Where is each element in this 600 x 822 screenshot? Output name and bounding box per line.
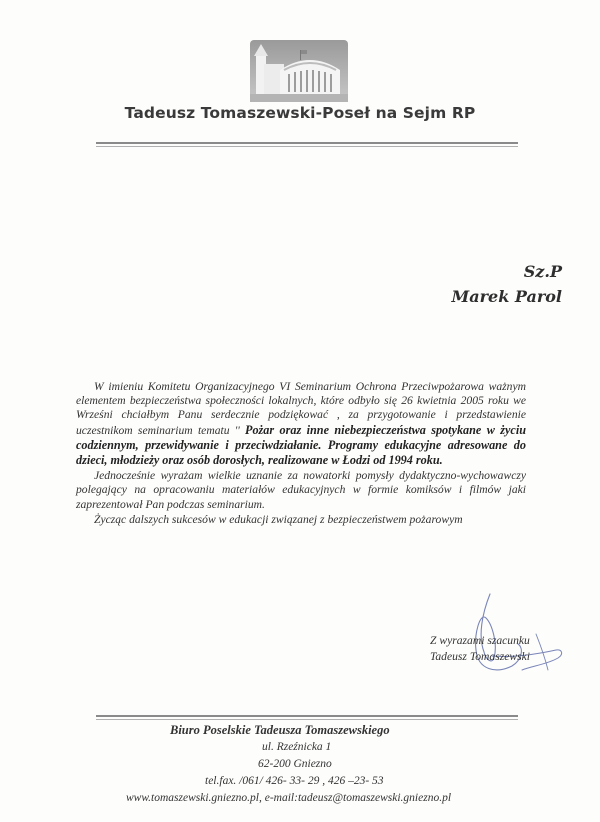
header-divider	[96, 142, 518, 144]
addressee-name: Marek Parol	[451, 287, 562, 306]
footer-phone: tel.fax. /061/ 426- 33- 29 , 426 –23- 53	[205, 775, 384, 787]
sejm-building-icon	[250, 40, 348, 102]
letter-body	[76, 380, 526, 527]
footer-divider	[96, 715, 518, 717]
paragraph-1	[76, 380, 526, 468]
closing-sender: Tadeusz Tomaszewski	[430, 650, 530, 663]
paragraph-1-topic: Pożar oraz inne niebezpieczeństwa spotykane w życiu codziennym, przewidywanie i przeciwdziałanie. Programy edukacyjne adresowane do dzieci, młodzieży oraz osób dorosłych, realizowane w Łodzi od 1994 roku.	[76, 422, 527, 468]
footer-street: ul. Rzeźnicka 1	[262, 741, 332, 753]
footer-divider-thin	[96, 719, 518, 720]
closing-regards: Z wyrazami szacunku	[430, 634, 530, 647]
paragraph-2: Jednocześnie wyrażam wielkie uznanie za nowatorki pomysły dydaktyczno-wychowawczy polegający na opracowaniu materiałów edukacyjnych w formie komiksów i filmów jaki zaprezentował Pan podczas seminarium.	[76, 469, 526, 511]
footer-city: 62-200 Gniezno	[258, 758, 332, 770]
header-divider-thin	[96, 146, 518, 147]
handwritten-signature	[452, 574, 572, 689]
paragraph-1-text: W imieniu Komitetu Organizacyjnego VI Seminarium Ochrona Przeciwpożarowa ważnym elementem bezpieczeństwa społeczności lokalnych, które odbyło się 26 kwietnia 2005 roku we Wrześni chciałbym Panu serdecznie podziękować , za przygotowanie i przedstawienie uczestnikom seminarium tematu ''	[76, 380, 526, 437]
header-title: Tadeusz Tomaszewski-Poseł na Sejm RP	[124, 104, 476, 122]
paragraph-3: Życząc dalszych sukcesów w edukacji związanej z bezpieczeństwem pożarowym	[94, 512, 463, 526]
addressee-salutation: Sz.P	[523, 262, 562, 281]
footer-web-email: www.tomaszewski.gniezno.pl, e-mail:tadeusz@tomaszewski.gniezno.pl	[126, 792, 452, 804]
footer-office-name: Biuro Poselskie Tadeusza Tomaszewskiego	[170, 723, 390, 737]
